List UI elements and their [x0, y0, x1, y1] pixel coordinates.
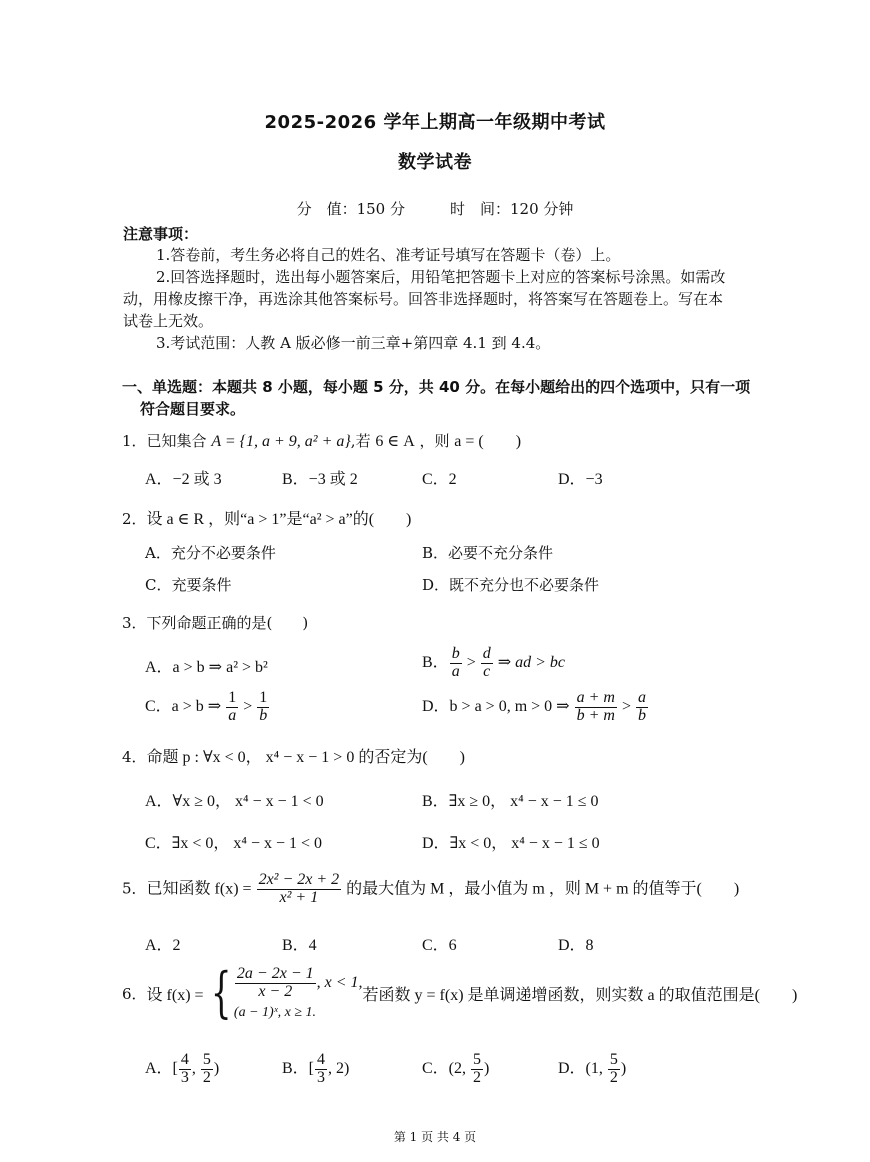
score-time-line: 分 值：150 分 时 间：120 分钟: [296, 200, 574, 218]
q1-option-d: D．−3: [558, 471, 603, 488]
option-label: C．(2,: [422, 1059, 471, 1077]
case-2: (a − 1)ˣ, x ≥ 1.: [233, 1004, 317, 1020]
fraction-numerator: 1: [228, 689, 237, 706]
option-label: A．[: [145, 1059, 178, 1077]
option-tail: ⇒ ad > bc: [493, 653, 566, 671]
fraction-denominator: a: [451, 662, 460, 680]
question-5: [122, 872, 739, 907]
q2-option-c: C．充要条件: [145, 576, 232, 594]
fraction-denominator: x² + 1: [279, 888, 319, 906]
option-tail: , 2): [328, 1059, 350, 1077]
question-number: 6．: [122, 984, 147, 1003]
fraction-numerator: 5: [202, 1051, 211, 1068]
fraction-denominator: b: [259, 706, 268, 724]
question-number: 2．: [122, 510, 147, 528]
fraction-numerator: a: [637, 689, 646, 706]
note-2-line-3: 试卷上无效。: [123, 312, 214, 330]
q4-option-a: A．∀x ≥ 0， x⁴ − x − 1 < 0: [145, 793, 324, 810]
q6-option-a: [145, 1052, 219, 1087]
condition-expression: 6 ∈ A: [375, 433, 415, 450]
q5-option-d: D．8: [558, 937, 594, 954]
question-4: [122, 744, 465, 767]
option-tail: ): [213, 1059, 220, 1077]
section-heading-line-2: 符合题目要求。: [140, 400, 246, 418]
note-1: 1.答卷前，考生务必将自己的姓名、准考证号填写在答题卡（卷）上。: [156, 246, 621, 264]
fraction-denominator: c: [483, 662, 491, 680]
fraction-denominator: a: [228, 706, 237, 724]
note-3: 3.考试范围：人教 A 版必修一前三章+第四章 4.1 到 4.4。: [156, 334, 551, 352]
fraction-numerator: a + m: [576, 689, 615, 706]
question-text: 设 a ∈ R ，则“a > 1”是“a² > a”的( ): [146, 511, 412, 528]
question-text: ，则: [414, 432, 455, 450]
fraction-numerator: 5: [609, 1051, 618, 1068]
operator: >: [239, 697, 257, 715]
fraction-denominator: 3: [180, 1068, 189, 1086]
note-2-line-2: 动，用橡皮擦干净，再选涂其他答案标号。回答非选择题时，将答案写在答题卷上。写在本: [123, 290, 724, 308]
fraction-denominator: b: [637, 706, 646, 724]
option-label: D．(1,: [558, 1059, 607, 1077]
q1-option-b: B．−3 或 2: [282, 471, 358, 488]
piecewise-brace: {: [210, 961, 232, 1025]
option-label: B．: [422, 653, 449, 671]
section-heading-line-1: 一、单选题：本题共 8 小题，每小题 5 分，共 40 分。在每小题给出的四个选项中，只有一项: [122, 378, 751, 396]
fraction-numerator: b: [451, 645, 460, 662]
separator: ,: [191, 1059, 200, 1077]
q4-option-b: B．∃x ≥ 0， x⁴ − x − 1 ≤ 0: [422, 793, 599, 810]
fraction-denominator: 2: [202, 1068, 211, 1086]
question-number: 1．: [122, 432, 147, 450]
q5-option-a: A．2: [145, 937, 181, 954]
q4-option-d: D．∃x < 0， x⁴ − x − 1 ≤ 0: [422, 835, 600, 852]
piecewise-cases: [234, 966, 363, 1021]
question-text: 命题 p : ∀x < 0， x⁴ − x − 1 > 0 的否定为( ): [146, 749, 465, 766]
fraction-denominator: 2: [609, 1068, 618, 1086]
case-1-denominator: x − 2: [258, 982, 293, 1000]
q6-option-c: [422, 1052, 489, 1087]
q3-option-c: [145, 690, 270, 725]
q5-option-c: C．6: [422, 937, 457, 954]
question-number: 3．: [122, 614, 147, 632]
fraction-numerator: d: [482, 645, 491, 662]
fraction-numerator: 1: [259, 689, 268, 706]
q6-option-b: [282, 1052, 349, 1087]
question-text: 下列命题正确的是( ): [146, 614, 309, 632]
fraction-numerator: 2x² − 2x + 2: [258, 871, 340, 888]
note-2-line-1: 2.回答选择题时，选出每小题答案后，用铅笔把答题卡上对应的答案标号涂黑。如需改: [156, 268, 726, 286]
question-text: 已知集合: [146, 432, 212, 450]
option-label: B．[: [282, 1059, 315, 1077]
exam-title: 2025-2026 学年上期高一年级期中考试: [264, 112, 606, 133]
q2-option-a: A．充分不必要条件: [145, 544, 276, 562]
q3-option-a: A．a > b ⇒ a² > b²: [145, 659, 268, 676]
question-text: 已知函数 f(x) =: [146, 880, 256, 898]
question-1: [122, 428, 521, 451]
operator: >: [462, 653, 480, 671]
set-expression: A = {1, a + 9, a² + a}: [211, 433, 351, 450]
q2-option-d: D．既不充分也不必要条件: [422, 576, 600, 594]
q1-option-c: C．2: [422, 471, 457, 488]
q5-option-b: B．4: [282, 937, 317, 954]
fraction-denominator: 3: [317, 1068, 326, 1086]
question-number: 4．: [122, 748, 147, 766]
option-label: C．a > b ⇒: [145, 697, 226, 715]
fraction-numerator: 4: [180, 1051, 189, 1068]
question-number: 5．: [122, 879, 147, 898]
fraction-denominator: b + m: [576, 706, 615, 724]
q6-option-d: [558, 1052, 626, 1087]
option-label: D．b > a > 0, m > 0 ⇒: [422, 697, 574, 715]
q4-option-c: C．∃x < 0， x⁴ − x − 1 < 0: [145, 835, 323, 852]
question-3: [122, 612, 308, 633]
question-text: 的最大值为 M ，最小值为 m ，则 M + m 的值等于( ): [342, 880, 740, 898]
operator: >: [617, 697, 635, 715]
q2-option-b: B．必要不充分条件: [422, 544, 554, 562]
case-1-numerator: 2a − 2x − 1: [236, 965, 314, 982]
question-text: 设 f(x) =: [146, 986, 204, 1004]
question-text: 若函数 y = f(x) 是单调递增函数，则实数 a 的取值范围是( ): [362, 986, 798, 1004]
exam-subtitle: 数学试卷: [398, 152, 472, 173]
page-footer: 第 1 页 共 4 页: [393, 1130, 477, 1144]
notes-heading: 注意事项：: [123, 225, 199, 243]
option-tail: ): [620, 1059, 627, 1077]
q3-option-b: [422, 646, 565, 681]
q1-option-a: A．−2 或 3: [145, 471, 222, 488]
question-ask: a = ( ): [454, 433, 522, 450]
case-1-condition: , x < 1,: [316, 974, 363, 992]
question-2: [122, 506, 411, 529]
fraction-numerator: 4: [317, 1051, 326, 1068]
question-6: [122, 961, 798, 1025]
q3-option-d: [422, 690, 649, 725]
fraction-numerator: 5: [473, 1051, 482, 1068]
question-text: ,若: [350, 432, 376, 450]
option-tail: ): [484, 1059, 490, 1077]
fraction-denominator: 2: [473, 1068, 482, 1086]
